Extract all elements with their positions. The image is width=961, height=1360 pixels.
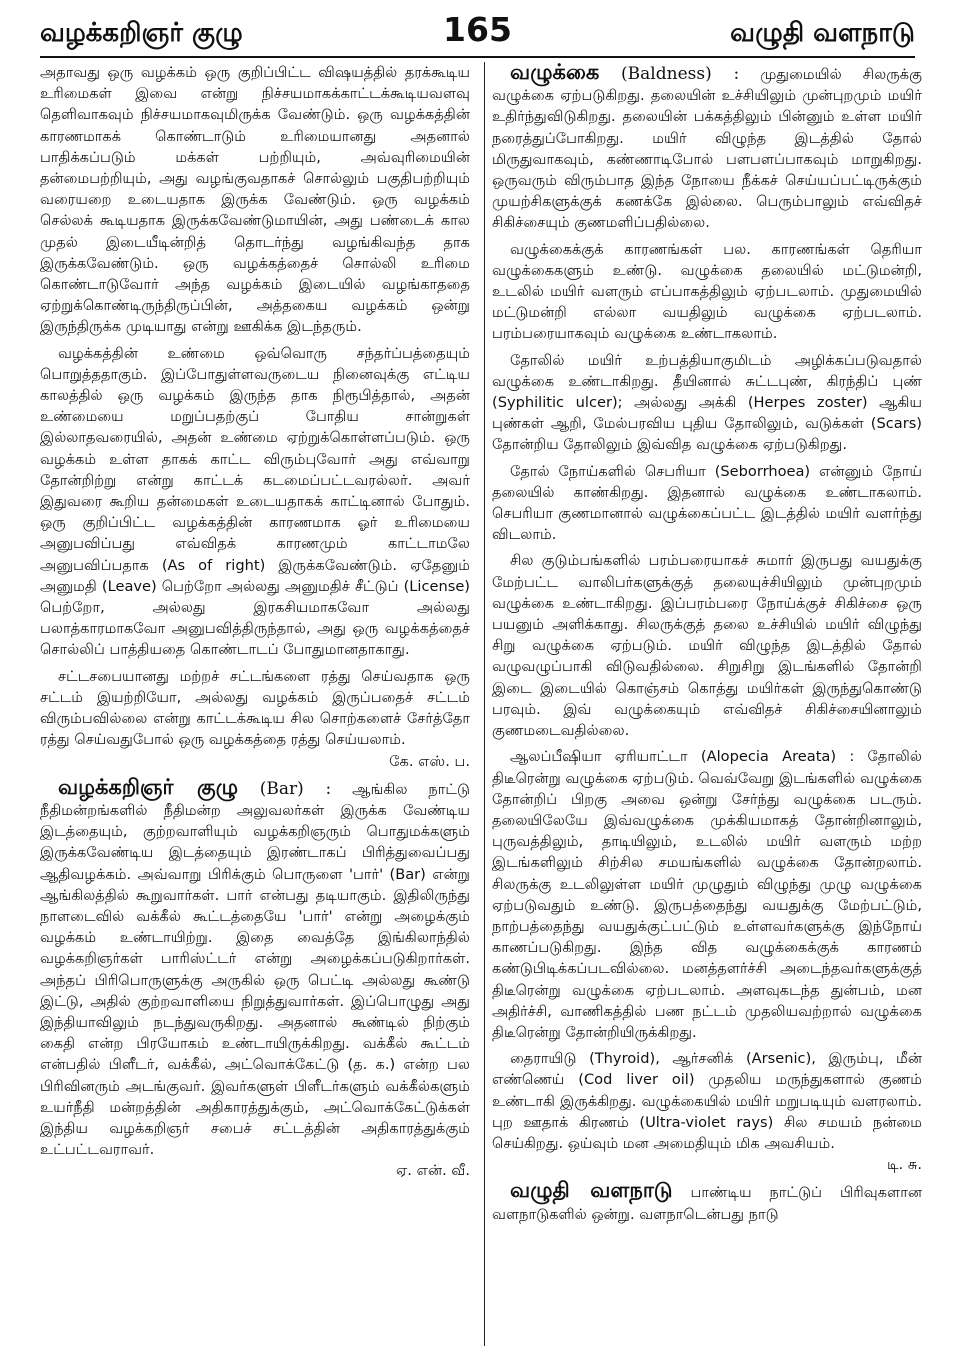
paragraph — [492, 746, 922, 1043]
paragraph-text: வழுக்கைக்குக் காரணங்கள் பல. காரணங்கள் தெரியா வழுக்கைகளும் உண்டு. வழுக்கை தலையில் மட்டுமன்றி, உடலில் மயிர் வளரும் எப்பாகத்திலும் ஏற்படலாம். முதுமையில் மட்டுமன்றி எல்லா வயதிலும் வழுக்கை ஏற்படலாம். பரம்பரையாகவும் வழுக்கை உண்டாகலாம். — [492, 240, 922, 343]
paragraph — [40, 62, 470, 338]
header-rule — [40, 56, 915, 58]
paragraph-text: சட்டசபையானது மற்றச் சட்டங்களை ரத்து செய்வதாக ஒரு சட்டம் இயற்றியோ, அல்லது வழக்கம் இருப்பதைச் சட்டம் விரும்பவில்லை என்று காட்டக்கூடிய சில சொற்களைச் சேர்த்தோ ரத்து செய்வதுபோல் ஒரு வழக்கத்தை ரத்து செய்யலாம். — [40, 667, 470, 749]
paragraph-text: வழக்கத்தின் உண்மை ஒவ்வொரு சந்தர்ப்பத்தையும் பொறுத்ததாகும். இப்போதுள்ளவருடைய நினைவுக்கு எட்டிய காலத்தில் ஒரு வழக்கம் இருந்த தாக நிரூபித்தால், அதன் உண்மையை மறுப்பதற்குப் போதிய சான்றுகள் இல்லாதவரையில், அதன் உண்மை ஏற்றுக்கொள்ளப்படும். ஒரு வழக்கம் உள்ள தாகக் காட்ட விரும்புவோர் அது எவ்வாறு தோன்றிற்று என்று காட்டக் கடமைப்பட்டவரல்லர். அவர் இதுவரை கூறிய தன்மைகள் உடையதாகக் காட்டினால் போதும். ஒரு குறிப்பிட்ட வழக்கத்தின் காரணமாக ஓர் உரிமையை அனுபவிப்பது எவ்விதக் காரணமும் காட்டாமலே அனுபவிப்பதாக (As of right) இருக்கவேண்டும். ஏதேனும் அனுமதி (Leave) பெற்றோ அல்லது அனுமதிச் சீட்டுப் (License) பெற்றோ, அல்லது இரகசியமாகவோ அல்லது பலாத்காரமாகவோ அனுபவித்திருந்தால், அது ஒரு வழக்கத்தைச் சொல்லிப் பாத்தியதை கொண்டாடப் போதுமானதாகாது. — [40, 344, 470, 659]
paragraph — [492, 350, 922, 456]
page-number: 165 — [443, 10, 512, 49]
entry-headword-english: (Baldness) : — [599, 64, 740, 84]
paragraph-text: தோலில் மயிர் உற்பத்தியாகுமிடம் அழிக்கப்படுவதால் வழுக்கை உண்டாகிறது. தீயினால் சுட்டபுண், கிரந்திப் புண் (Syphilitic ulcer); அல்லது அக்கி (Herpes zoster) ஆகிய புண்கள் ஆறி, மேல்பரவிய புதிய தோலிலும், வடுக்கள் (Scars) தோன்றிய தோலிலும் இவ்வித வழுக்கை ஏற்படுகிறது. — [492, 351, 922, 454]
paragraph-text: சில குடும்பங்களில் பரம்பரையாகச் சுமார் இருபது வயதுக்கு மேற்பட்ட வாலிபர்களுக்குத் தலையுச்சியிலும் முன்புறமும் வழுக்கை உண்டாகிறது. இப்பரம்பரை நோய்க்குச் சிகிச்சை ஒரு பயனும் அளிக்காது. சிலருக்குத் தலை உச்சியில் மயிர் விழுந்து சிறு வழுக்கை ஏற்படும். மயிர் விழுந்த இடத்தில் தோல் வழுவழுப்பாகி விடுவதில்லை. சிறுசிறு இடங்களில் தோன்றி இடை இடையில் கொஞ்சம் கொத்து மயிர்கள் இருந்துகொண்டு பரவும். இவ் வழுக்கையும் எவ்விதச் சிகிச்சையினாலும் குணமடைவதில்லை. — [492, 552, 922, 740]
paragraph-text: அதாவது ஒரு வழக்கம் ஒரு குறிப்பிட்ட விஷயத்தில் தரக்கூடிய உரிமைகள் இவை என்று நிச்சயமாகக்காட்டக்கூடியவளவு தெளிவாகவும் நிச்சயமாகவுமிருக்க வேண்டும். ஒரு வழக்கத்தின் காரணமாகக் கொண்டாடும் உரிமையானது அதனால் பாதிக்கப்படும் மக்கள் பற்றியும், அவ்வுரிமையின் தன்மைபற்றியும், அது வழங்குவதாகச் சொல்லும் பகுதிபற்றியும் வரையறை உடையதாக இருக்க வேண்டும். ஒரு வழக்கம் செல்லக் கூடியதாக இருக்கவேண்டுமாயின், அது பண்டைக் கால முதல் இடையீடின்றித் தொடர்ந்து வழங்கிவந்த தாக இருக்கவேண்டும். ஒரு வழக்கத்தைச் சொல்லி உரிமை கொண்டாடுவோர் அந்த வழக்கம் இடையில் வழங்காததை ஏற்றுக்கொண்டிருந்திருப்பின், அத்தகைய வழக்கம் ஒன்று இருந்திருக்க முடியாது என்று ஊகிக்க இடந்தரும். — [40, 64, 470, 336]
author-initials: கே. எஸ். ப. — [389, 752, 470, 770]
right-column — [492, 62, 922, 1352]
entry-paragraph — [40, 774, 470, 1182]
author-initials: ஏ. என். வீ. — [395, 1162, 470, 1180]
left-column — [40, 62, 470, 1352]
paragraph — [492, 461, 922, 546]
paragraph — [492, 550, 922, 741]
entry-headword-english: (Bar) : — [238, 778, 332, 799]
paragraph-text: ஆலப்பீஷியா ஏரியாட்டா (Alopecia Areata) : தோலில் திடீரென்று வழுக்கை ஏற்படும். வெவ்வேறு இடங்களில் வழுக்கை தோன்றிப் பிறகு அவை ஒன்று சேர்ந்து வழுக்கை படரும். தலையிலேயே இவ்வழுக்கை முக்கியமாகத் தோன்றினாலும், புருவத்திலும், தாடியிலும், உடலில் மயிர் வளரும் மற்ற இடங்களிலும் சிற்சில சமயங்களில் வழுக்கை தோன்றலாம். சிலருக்கு உடலிலுள்ள மயிர் முழுதும் விழுந்து முழு வழுக்கை ஏற்படுவதும் உண்டு. இருபத்தைந்து வயதுக்கு மேற்பட்டும், நாற்பத்தைந்து வயதுக்குட்பட்டும் உள்ளவர்களுக்கு இந்நோய் காணப்படுகிறது. இந்த வித வழுக்கைக்குக் காரணம் கண்டுபிடிக்கப்படவில்லை. மனத்தளர்ச்சி அடைந்தவர்களுக்குத் திடீரென்று வழுக்கை ஏற்படலாம். அளவுகடந்த துன்பம், மன அதிர்ச்சி, வாணிகத்தில் பண நட்டம் முதலியவற்றால் வழுக்கை திடீரென்று தோன்றியிருக்கிறது. — [492, 748, 922, 1041]
paragraph-text: தைராயிடு (Thyroid), ஆர்சனிக் (Arsenic), இரும்பு, மீன் எண்ணெய் (Cod liver oil) முதலிய மருந்துகளால் குணம் உண்டாகி இருக்கிறது. வழுக்கையில் மயிர் மறுபடியும் வளரலாம். புற ஊதாக் கிரணம் (Ultra-violet rays) சில சமயம் நன்மை செய்கிறது. ஒய்வும் மன அமைதியும் மிக அவசியம். — [492, 1050, 922, 1152]
paragraph — [492, 1048, 922, 1175]
entry-paragraph — [492, 1180, 922, 1224]
running-header — [40, 8, 915, 52]
paragraph-text: ஆங்கில நாட்டு நீதிமன்றங்களில் நீதிமன்ற அலுவலர்கள் இருக்க வேண்டிய இடத்தையும், குற்றவாளியும் வழக்கறிஞரும் பொதுமக்களும் இருக்கவேண்டிய இடத்தையும் இரண்டாகப் பிரித்துவைப்பது ஆதிவழக்கம். அவ்வாறு பிரிக்கும் பொருளை 'பார்' (Bar) என்று ஆங்கிலத்தில் கூறுவார்கள். பார் என்பது தடியாகும். இதிலிருந்து நாளடைவில் வக்கீல் கூட்டத்தையே 'பார்' என்று அழைக்கும் வழக்கம் உண்டாயிற்று. இதை வைத்தே இங்கிலாந்தில் வழக்கறிஞர்கள் பாரிஸ்ட்டர் என்று அழைக்கப்படுகிறார்கள். அந்தப் பிரிபொருளுக்கு அருகில் ஒரு பெட்டி அல்லது கூண்டு இட்டு, அதில் குற்றவாளியை நிறுத்துவார்கள். இப்பொழுது அது இந்தியாவிலும் நடந்துவருகிறது. அதனால் கூண்டில் நிற்கும் கைதி என்ற பிரயோகம் உண்டாயிருக்கிறது. வக்கீல் கூட்டம் என்பதில் பிளீடர், வக்கீல், அட்வொக்கேட்டு (த. க.) என்ற பல பிரிவினரும் அடங்குவர். இவர்களுள் பிளீடர்களும் வக்கீல்களும் உயர்நீதி மன்றத்தின் அதிகாரத்துக்கும், அட்வொக்கேட்டுக்கள் இந்திய வழக்கறிஞர் சபைச் சட்டத்தின் அதிகாரத்துக்கும் உட்பட்டவராவர். — [40, 780, 470, 1159]
paragraph-text: தோல் நோய்களில் செபரியா (Seborrhoea) என்னும் நோய் தலையில் காண்கிறது. இதனால் வழுக்கை உண்டாகலாம். செபரியா குணமானால் வழுக்கைப்பட்ட இடத்தில் மயிர் வளர்ந்து விடலாம். — [492, 462, 922, 544]
entry-paragraph — [492, 62, 922, 234]
entry-headword: வழுக்கை — [510, 62, 600, 84]
paragraph-text: பாண்டிய நாட்டுப் பிரிவுகளான வளநாடுகளில் ஒன்று. வளநாடென்பது நாடு — [492, 1184, 922, 1223]
author-initials: டி. சு. — [886, 1156, 922, 1174]
header-right-title: வழுதி வளநாடு — [730, 18, 915, 48]
paragraph — [40, 343, 470, 661]
column-divider — [484, 62, 485, 1346]
paragraph-text: முதுமையில் சிலருக்கு வழுக்கை ஏற்படுகிறது. தலையின் உச்சியிலும் முன்புறமும் மயிர் உதிர்ந்துவிடுகிறது. தலையின் பக்கத்திலும் பின்னும் உள்ள மயிர் நரைத்துப்போகிறது. மயிர் விழுந்த இடத்தில் தோல் மிருதுவாகவும், கண்ணாடிபோல் பளபளப்பாகவும் மாறுகிறது. ஒருவரும் விரும்பாத இந்த நோயை நீக்கச் செய்யப்பட்டிருக்கும் முயற்சிகளுக்குக் கணக்கே இல்லை. பெரும்பாலும் எவ்விதச் சிகிச்சையும் குணமளிப்பதில்லை. — [492, 66, 922, 232]
header-left-title: வழக்கறிஞர் குழு — [40, 18, 243, 48]
entry-headword: வழக்கறிஞர் குழு — [58, 774, 239, 799]
entry-headword: வழுதி வளநாடு — [510, 1178, 673, 1203]
paragraph — [40, 666, 470, 772]
paragraph — [492, 239, 922, 345]
